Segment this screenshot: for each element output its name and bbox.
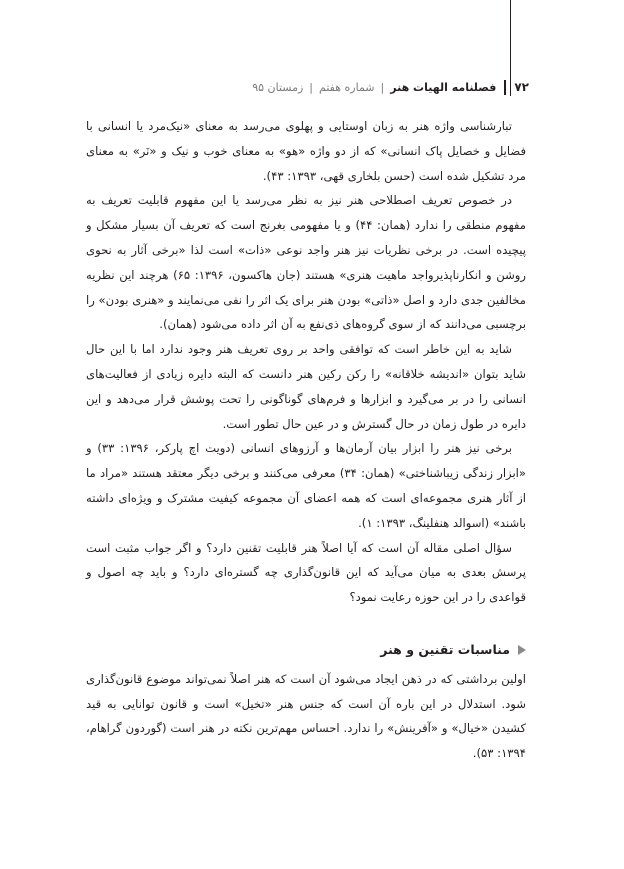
issue-number: شماره هفتم	[319, 80, 375, 94]
paragraph-creative-thought: شاید به این خاطر است که توافقی واحد بر روی تعریف هنر وجود ندارد اما با این حال شاید بتوان «اندیشه خلاقانه» را رکن رکین هنر دانست که البته دایره زیادی از فعالیت‌های انسانی را در بر می‌گیرد و ابزارها و فرم‌های گوناگونی را تحت پوشش قرار می‌دهد و این دایره در طول زمان در حال گسترش و در عین حال تطور است.	[86, 342, 526, 431]
journal-title: فصلنامه الهیات هنر	[390, 80, 497, 94]
header-separator-2: |	[309, 80, 314, 94]
section-heading-text: مناسبات تقنین و هنر	[380, 641, 510, 657]
header-divider	[504, 80, 506, 95]
paragraph-art-as-tool: برخی نیز هنر را ابزار بیان آرمان‌ها و آرزوهای انسانی (دویت اچ پارکر، ۱۳۹۶: ۳۳) و «ابزار زندگی زیباشناختی» (همان: ۳۴) معرفی می‌کنند و برخی دیگر معتقد هستند «مراد ما از آثار هنری مجموعه‌ای است که همه اعضای آن مجموعه کیفیت مشترک و ویژه‌ای داشته باشند» (اسوالد هنفلینگ، ۱۳۹۳: ۱).	[86, 441, 526, 530]
triangle-bullet-icon	[518, 645, 526, 655]
page-number: ۷۲	[514, 80, 529, 94]
page-header	[95, 78, 529, 96]
header-separator-1: |	[380, 80, 385, 94]
paragraph-definition: در خصوص تعریف اصطلاحی هنر نیز به نظر می‌رسد یا این مفهوم قابلیت تعریف به مفهوم منطقی را ندارد (همان: ۴۴) و یا مفهومی بغرنج است که تعریف آن بسیار مشکل و پیچیده است. در برخی نظریات نیز هنر واجد نوعی «ذات» است لذا «برخی آثار به نحوی روشن و انکارناپذیرواجد ماهیت هنری» هستند (جان هاکسون، ۱۳۹۶: ۶۵) هرچند این نظریه مخالفین جدی دارد و اصل «ذاتی» بودن هنر برای یک اثر را نفی می‌نمایند و «هنری بودن» را برچسبی می‌دانند که از سوی گروه‌های ذی‌نفع به آن اثر داده می‌شود (همان).	[86, 193, 526, 332]
paragraph-first-impression: اولین برداشتی که در ذهن ایجاد می‌شود آن است که هنر اصلاً نمی‌تواند موضوع قانون‌گذاری شود. استدلال در این باره آن است که جنس هنر «تخیل» است و قانون توانایی به قید کشیدن «خیال» و «آفرینش» را ندارد. احساس مهم‌ترین نکته در هنر است (گوردون گراهام، ۱۳۹۴: ۵۳).	[86, 671, 526, 761]
section-heading	[86, 638, 526, 663]
article-body	[86, 114, 526, 766]
paragraph-main-question: سؤال اصلی مقاله آن است که آیا اصلاً هنر قابلیت تقنین دارد؟ و اگر جواب مثبت است پرسش بعدی به میان می‌آید که این قانون‌گذاری چه گستره‌ای دارد؟ و باید چه اصول و قواعدی را در این حوزه رعایت نمود؟	[86, 540, 526, 605]
paragraph-etymology: تبارشناسی واژه هنر به زبان اوستایی و پهلوی می‌رسد به معنای «نیک‌مرد یا انسانی با فضایل و خصایل پاک انسانی» که از دو واژه «هو» به معنای خوب و نیک و «نَر» به معنای مرد تشکیل شده است (حسن بلخاری قهی، ۱۳۹۳: ۴۳).	[86, 119, 526, 183]
issue-season: زمستان ۹۵	[252, 80, 304, 94]
